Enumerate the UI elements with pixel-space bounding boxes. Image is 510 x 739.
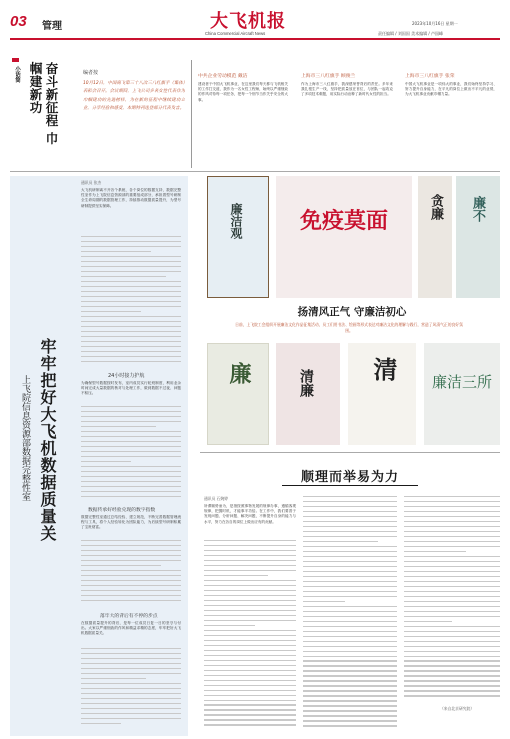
- main-story-text-1: [81, 236, 181, 366]
- artwork-3: 贪廉: [418, 176, 452, 298]
- essay-source: （来自北京研究院）: [440, 706, 475, 711]
- column-headline: 奋斗新征程 巾帼建新功: [28, 62, 59, 145]
- section-body-3: 在数据质量提升的背后，是每一位成员日复一日的坚守与付出。大家以严谨细致的作风和精益求精的态度，牢牢把好大飞机数据质量关。: [81, 621, 181, 636]
- artwork-5: 廉: [207, 343, 269, 445]
- artwork-1: 廉洁观: [207, 176, 269, 298]
- speaker-title-2: 上海市三八红旗手 顾俊兰: [301, 74, 356, 79]
- main-story-text-3: [81, 540, 181, 606]
- artwork-2: 免疫莫面: [276, 176, 412, 298]
- artwork-6: 清廉: [276, 343, 340, 445]
- feature-caption: 扬清风正气 守廉洁初心: [297, 306, 407, 318]
- masthead-title: 大飞机报: [210, 11, 286, 32]
- essay-column-1: [204, 540, 296, 734]
- editor-note-label: 编者按: [83, 70, 99, 76]
- header-rule: [10, 38, 500, 40]
- column-divider: [191, 60, 192, 168]
- essay-headline: 顺理而举易为力: [300, 470, 399, 485]
- section-body-2: 数据完整性室通过总结经验、建立规范，不断完善数据管理流程与工具，将个人经验转化为团队能力，为后续型号研制积累了宝贵财富。: [81, 515, 181, 530]
- feature-caption-body: 日前，上飞院工会组织开展廉洁文化作品征集活动，员工们用书法、绘画等形式表达对廉洁文化的理解与践行，营造了风清气正的良好氛围。: [235, 322, 463, 333]
- main-story-headline: 牢牢把好大飞机数据质量关: [38, 338, 57, 542]
- essay-headline-underline: [282, 485, 418, 486]
- main-story-subheadline: 上飞院信息资源部数据完整性室: [20, 375, 30, 501]
- artwork-4: 廉不: [456, 176, 500, 298]
- speaker-body-2: 作为上海市三八红旗手，我深感荣誉背后的责任。多年来我扎根生产一线，坚持把质量放在首位，与团队一起攻克了多项技术难题，用实际行动诠释了新时代女性的担当。: [301, 82, 393, 97]
- essay-column-3: [404, 496, 500, 702]
- section-heading-3: 落牢大的背后有不停的步点: [100, 614, 158, 619]
- editors: 责任编辑 / 刘国国 美术编辑 / 卢国峰: [378, 31, 444, 36]
- speaker-body-3: 中国大飞机事业是一项伟大的事业，我们始终坚持学习、努力提升自身能力，在平凡的岗位上做出不平凡的业绩，为大飞机事业贡献巾帼力量。: [405, 82, 497, 97]
- section-name: 管理: [42, 21, 62, 32]
- artwork-7: 清: [348, 343, 416, 445]
- section-heading-1: 24小时接力护航: [108, 373, 145, 379]
- speaker-title-3: 上海市三八红旗手 张荣: [405, 74, 455, 79]
- section-heading-2: 数据传承好经验兑现的数字指数: [88, 508, 156, 513]
- essay-body: 所谓顺势而为，是指按照事物发展的规律办事，遵循客观规律，把握时机，才能事半功倍。在工作中，我们要善于发现问题、分析问题、解决问题，不断提升自身的能力与水平，努力在各自的岗位上做出应有的贡献。: [204, 504, 296, 524]
- editor-note: 10月12日，中国商飞第三十八次三八红旗手（集体）表彰会召开。会议期间，上飞公司多名女性代表作为巾帼建功的先进榜样，为在新的征程中继续建功立业，分享经验和感受，本期特刊选登部分代表发言。: [83, 81, 185, 112]
- main-story-text-4: [81, 648, 181, 734]
- column-tag: 小话筒: [14, 66, 20, 83]
- section-body-1: 为确保型号数据按时发布，室内成员实行轮班制度，利用业余时间完成大量数据的核对与处理工作，做到数据不过夜、问题不积压。: [81, 381, 181, 396]
- masthead-subtitle: China Commercial Aircraft News: [205, 31, 266, 36]
- speaker-title-1: 中共企业劳动模范 戴洁: [198, 74, 248, 79]
- main-story-intro: 大飞机研制离不开各个系统、各个岗位的数据支持，数据完整性室作为上飞院信息资源部的重要组成部分，承担着型号研制全生命周期的数据管理工作，持续推动数据质量提升，为型号研制提供坚实保障。: [81, 188, 181, 208]
- speaker-body-1: 建设者于中国大飞机事业，在这里我们每天都与飞机相关的工作打交道，我作为一名女性工程师，始终以严谨细致的作风对待每一项任务，把每一个细节当作关乎安全的大事。: [198, 82, 288, 102]
- essay-column-2: [303, 496, 397, 734]
- column-tag-bar: [12, 58, 19, 62]
- artwork-8: 廉洁三所: [424, 343, 500, 445]
- main-story-byline: 通讯员 张杰: [81, 180, 102, 185]
- essay-top-rule: [200, 452, 500, 453]
- main-story-text-2: [81, 406, 181, 502]
- page-number: 03: [10, 13, 27, 30]
- essay-byline: 通讯员 石婉婷: [204, 496, 228, 501]
- issue-date: 2023年10月16日 星期一: [412, 21, 458, 26]
- top-bottom-rule: [10, 171, 500, 172]
